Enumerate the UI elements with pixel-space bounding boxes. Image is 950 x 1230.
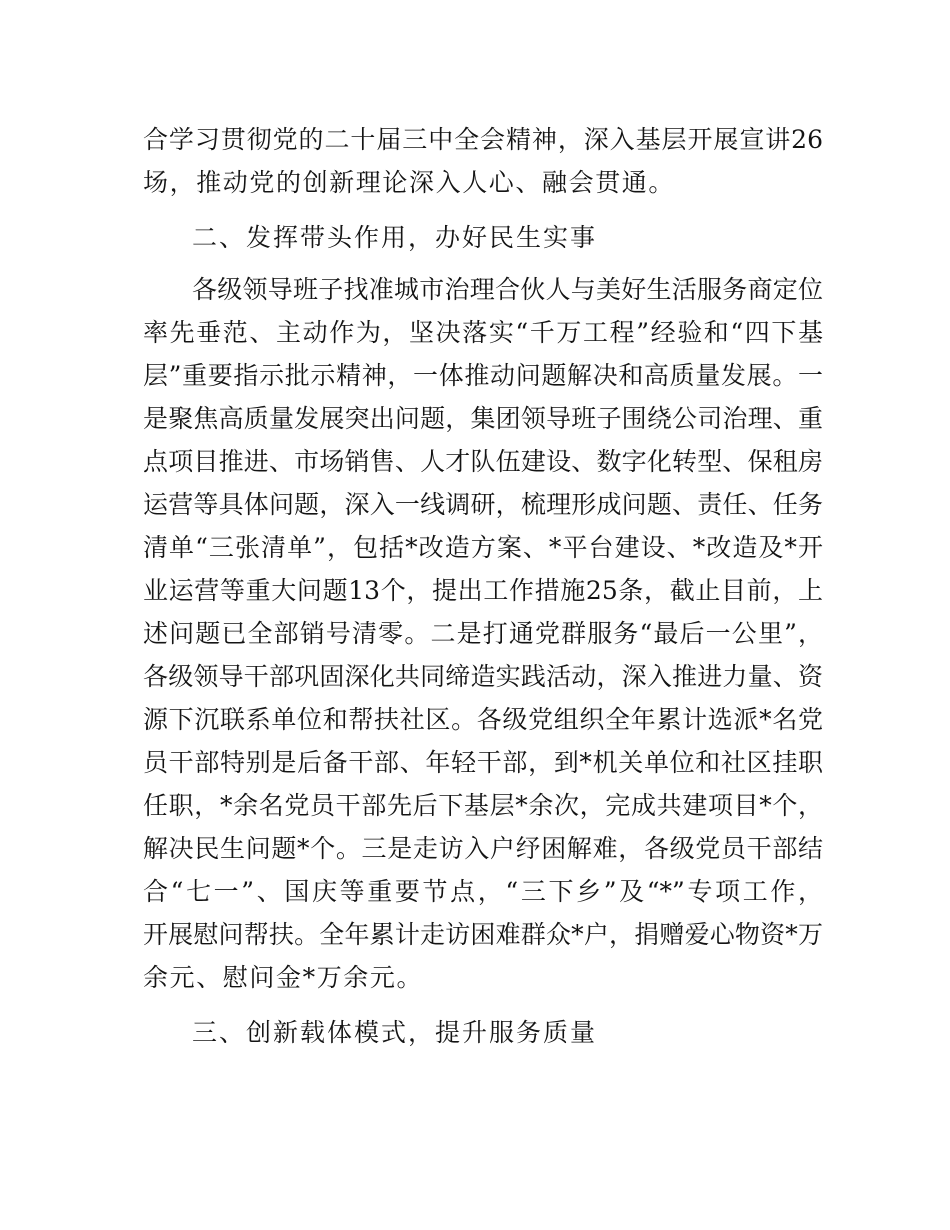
paragraph-line: 业运营等重大问题13个，提出工作措施25条，截止目前，上 (143, 576, 823, 605)
paragraph-line: 余元、慰问金*万余元。 (143, 963, 424, 992)
paragraph-line: 各级领导干部巩固深化共同缔造实践活动，深入推进力量、资 (143, 662, 823, 691)
paragraph-line: 员干部特别是后备干部、年轻干部，到*机关单位和社区挂职 (143, 748, 823, 777)
paragraph-line: 开展慰问帮扶。全年累计走访困难群众*户，捐赠爱心物资*万 (143, 920, 823, 949)
paragraph-line: 各级领导班子找准城市治理合伙人与美好生活服务商定位 (192, 275, 823, 304)
paragraph-line: 是聚焦高质量发展突出问题，集团领导班子围绕公司治理、重 (143, 404, 823, 433)
paragraph-line: 点项目推进、市场销售、人才队伍建设、数字化转型、保租房 (143, 447, 823, 476)
paragraph-line: 述问题已全部销号清零。二是打通党群服务“最后一公里”， (143, 619, 823, 648)
paragraph-line: 清单“三张清单”，包括*改造方案、*平台建设、*改造及*开 (143, 533, 823, 562)
paragraph-line: 合“七一”、国庆等重要节点，“三下乡”及“*”专项工作， (143, 877, 823, 906)
paragraph-line: 任职，*余名党员干部先后下基层*余次，完成共建项目*个， (143, 791, 823, 820)
paragraph-line: 源下沉联系单位和帮扶社区。各级党组织全年累计选派*名党 (143, 705, 823, 734)
paragraph-line: 合学习贯彻党的二十届三中全会精神，深入基层开展宣讲26 (143, 125, 823, 154)
paragraph-line: 场，推动党的创新理论深入人心、融会贯通。 (143, 168, 676, 197)
paragraph-line: 率先垂范、主动作为，坚决落实“千万工程”经验和“四下基 (143, 318, 823, 347)
paragraph-line: 解决民生问题*个。三是走访入户纾困解难，各级党员干部结 (143, 834, 823, 863)
paragraph-line: 层”重要指示批示精神，一体推动问题解决和高质量发展。一 (143, 361, 823, 390)
paragraph-line: 运营等具体问题，深入一线调研，梳理形成问题、责任、任务 (143, 490, 823, 519)
section-heading: 二、发挥带头作用，办好民生实事 (192, 223, 598, 252)
section-heading: 三、创新载体模式，提升服务质量 (192, 1018, 598, 1047)
